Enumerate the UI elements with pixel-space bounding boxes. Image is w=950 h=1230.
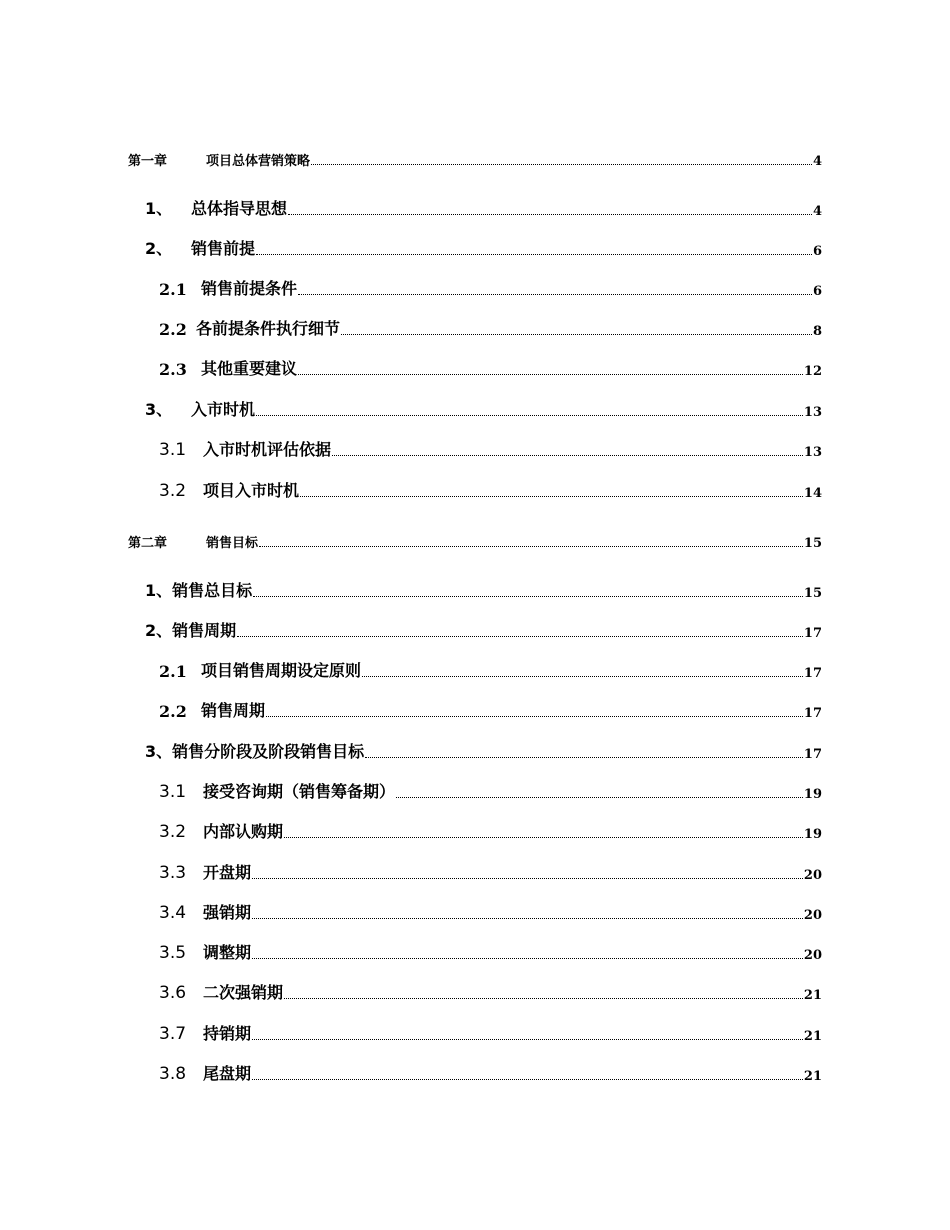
- toc-title: 入市时机评估依据: [203, 440, 332, 459]
- toc-leader: [311, 164, 812, 165]
- toc-leader: [298, 374, 803, 375]
- toc-title: 销售目标: [206, 536, 259, 551]
- toc-page: 20: [803, 908, 822, 923]
- toc-page: 13: [803, 405, 822, 420]
- toc-leader: [396, 797, 803, 798]
- toc-leader: [284, 998, 803, 999]
- toc-page: 17: [803, 747, 822, 762]
- toc-entry-1[interactable]: [145, 193, 822, 219]
- toc-number: 2.2: [159, 702, 187, 721]
- toc-entry-2-2[interactable]: [159, 313, 822, 339]
- toc-title: 持销期: [203, 1024, 252, 1043]
- toc-title: 2、销售周期: [145, 621, 237, 640]
- toc-leader: [300, 496, 803, 497]
- toc-page: 21: [803, 1029, 822, 1044]
- toc-entry-3-4[interactable]: [159, 897, 822, 923]
- toc-title: 开盘期: [203, 863, 252, 882]
- toc-entry-3-1b[interactable]: [159, 776, 822, 802]
- toc-number: 3.1: [159, 440, 187, 460]
- toc-number: 3.1: [159, 782, 187, 802]
- toc-entry-2-1[interactable]: [159, 273, 822, 299]
- toc-leader: [362, 676, 803, 677]
- toc-number: 3.4: [159, 903, 187, 923]
- toc-page: 15: [803, 536, 822, 551]
- toc-entry-3-6[interactable]: [159, 977, 822, 1003]
- toc-number: 1、: [145, 199, 173, 218]
- toc-title: 销售前提: [191, 239, 256, 258]
- toc-title: 3、销售分阶段及阶段销售目标: [145, 742, 365, 761]
- toc-title: 销售前提条件: [201, 279, 298, 298]
- toc-leader: [252, 1079, 803, 1080]
- toc-entry-sales-phases[interactable]: [145, 736, 822, 762]
- toc-page: 13: [803, 445, 822, 460]
- toc-title: 项目销售周期设定原则: [201, 661, 362, 680]
- toc-entry-chapter-1[interactable]: [128, 143, 822, 169]
- toc-page: 20: [803, 948, 822, 963]
- toc-number: 3.6: [159, 983, 187, 1003]
- toc-page: 4: [812, 204, 822, 219]
- toc-title: 项目入市时机: [203, 481, 300, 500]
- toc-entry-3-2b[interactable]: [159, 816, 822, 842]
- toc-entry-3-8[interactable]: [159, 1058, 822, 1084]
- toc-number: 2.3: [159, 360, 187, 379]
- toc-number: 第二章: [128, 536, 168, 551]
- toc-leader: [252, 918, 803, 919]
- toc-leader: [266, 716, 803, 717]
- toc-entry-sales-cycle[interactable]: [145, 615, 822, 641]
- toc-leader: [256, 415, 803, 416]
- toc-number: 第一章: [128, 154, 168, 169]
- toc-entry-2-1b[interactable]: [159, 655, 822, 681]
- toc-entry-2[interactable]: [145, 233, 822, 259]
- toc-entry-3-3[interactable]: [159, 857, 822, 883]
- toc-entry-3[interactable]: [145, 394, 822, 420]
- toc-entry-3-1[interactable]: [159, 434, 822, 460]
- toc-title: 入市时机: [191, 400, 256, 419]
- toc-number: 2、: [145, 239, 173, 258]
- toc-page: 8: [812, 324, 822, 339]
- toc-number: 3、: [145, 400, 173, 419]
- toc-title: 项目总体营销策略: [206, 154, 311, 169]
- toc-title: 二次强销期: [203, 983, 284, 1002]
- toc-entry-3-5[interactable]: [159, 937, 822, 963]
- toc-page: 20: [803, 868, 822, 883]
- toc-number: 3.3: [159, 863, 187, 883]
- toc-page: 19: [803, 827, 822, 842]
- toc-entry-2-2b[interactable]: [159, 695, 822, 721]
- toc-number: 2.1: [159, 280, 187, 299]
- toc-number: 3.5: [159, 943, 187, 963]
- toc-title: 总体指导思想: [191, 199, 288, 218]
- toc-leader: [332, 455, 803, 456]
- toc-title: 1、销售总目标: [145, 581, 253, 600]
- toc-entry-2-3[interactable]: [159, 353, 822, 379]
- toc-leader: [288, 214, 812, 215]
- toc-leader: [298, 294, 812, 295]
- toc-page: 17: [803, 706, 822, 721]
- toc-leader: [252, 958, 803, 959]
- toc-number: 2.2: [159, 320, 187, 339]
- toc-title: 各前提条件执行细节: [196, 319, 341, 338]
- toc-title: 接受咨询期（销售筹备期）: [203, 782, 396, 801]
- toc-leader: [341, 334, 812, 335]
- toc-leader: [259, 546, 803, 547]
- toc-entry-3-7[interactable]: [159, 1018, 822, 1044]
- toc-entry-3-2[interactable]: [159, 475, 822, 501]
- toc-title: 强销期: [203, 903, 252, 922]
- toc-leader: [237, 636, 803, 637]
- toc-leader: [256, 254, 812, 255]
- toc-page: 12: [803, 364, 822, 379]
- toc-page: 17: [803, 666, 822, 681]
- toc-entry-chapter-2[interactable]: [128, 525, 822, 551]
- toc-title: 尾盘期: [203, 1064, 252, 1083]
- toc-title: 销售周期: [201, 701, 266, 720]
- toc-page: 19: [803, 787, 822, 802]
- toc-title: 内部认购期: [203, 822, 284, 841]
- toc-number: 2.1: [159, 662, 187, 681]
- toc-leader: [284, 837, 803, 838]
- toc-page: 17: [803, 626, 822, 641]
- toc-title: 其他重要建议: [201, 359, 298, 378]
- toc-page: 21: [803, 1069, 822, 1084]
- toc-number: 3.2: [159, 481, 187, 501]
- toc-number: 3.7: [159, 1024, 187, 1044]
- toc-number: 3.2: [159, 822, 187, 842]
- toc-page: 14: [803, 486, 822, 501]
- toc-entry-sales-total-target[interactable]: [145, 575, 822, 601]
- toc-page: 6: [812, 284, 822, 299]
- toc-leader: [252, 1039, 803, 1040]
- toc-number: 3.8: [159, 1064, 187, 1084]
- toc-page: 6: [812, 244, 822, 259]
- toc-leader: [365, 757, 803, 758]
- toc-page: 4: [812, 154, 822, 169]
- toc-page: 15: [803, 586, 822, 601]
- toc-leader: [253, 596, 803, 597]
- toc-leader: [252, 878, 803, 879]
- toc-page: 21: [803, 988, 822, 1003]
- toc-title: 调整期: [203, 943, 252, 962]
